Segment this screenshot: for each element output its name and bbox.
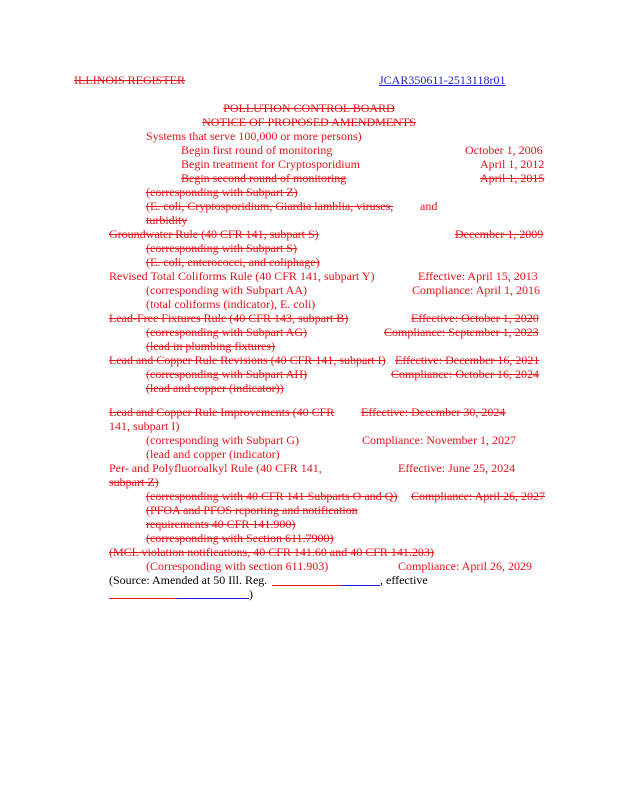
lcr-revisions-effective: Effective: December 16, 2021 [395,353,540,367]
pfoa-pfos-line: (PFOA and PFOS reporting and notification [146,503,358,517]
pfas-effective: Effective: June 25, 2024 [398,461,516,475]
mcl-violation-line: (MCL violation notifications, 40 CFR 141.60 and 40 CFR 141.203) [109,545,434,559]
lcr-improvements-compliance: Compliance: November 1, 2027 [362,433,516,447]
lead-free-rule: Lead-Free Fixtures Rule (40 CFR 143, subpart B) [109,311,349,325]
coliphage-line: (E. coli, enterococci, and coliphage) [146,255,320,269]
second-monitoring-label: Begin second round of monitoring [181,171,347,185]
total-coliforms-rule: Revised Total Coliforms Rule (40 CFR 141, subpart Y) [109,269,375,283]
register-page-blank-inserted [342,585,380,586]
effective-date-blank-inserted [177,598,249,599]
source-close-paren: ) [249,587,253,601]
notice-title: NOTICE OF PROPOSED AMENDMENTS [202,115,416,129]
register-page-blank [272,585,342,586]
pfas-compliance-2029: Compliance: April 26, 2029 [398,559,532,573]
board-title: POLLUTION CONTROL BOARD [223,101,395,115]
turbidity-line: turbidity [146,213,188,227]
lcr-revisions-rule: Lead and Copper Rule Revisions (40 CFR 141, subpart I) [109,353,386,367]
subpart-ag-line: (corresponding with Subpart AG) [146,325,307,339]
subpart-ah-line: (corresponding with Subpart AH) [146,367,307,381]
contaminants-and: and [420,199,438,213]
subpart-z-line: (corresponding with Subpart Z) [146,185,298,199]
lead-free-compliance: Compliance: September 1, 2023 [384,325,539,339]
groundwater-date: December 1, 2009 [455,227,544,241]
section-7900-line: (corresponding with Section 611.7900) [146,531,334,545]
effective-date-blank [109,598,177,599]
subparts-o-q-line: (corresponding with 40 CFR 141 Subparts O and Q) [146,489,398,503]
subpart-g-line: (corresponding with Subpart G) [146,433,299,447]
total-coliforms-compliance: Compliance: April 1, 2016 [412,283,540,297]
subpart-s-line: (corresponding with Subpart S) [146,241,297,255]
requirements-line: requirements 40 CFR 141.900) [146,517,296,531]
source-effective: , effective [380,573,428,587]
pfas-compliance-2027: Compliance: April 26, 2027 [411,489,545,503]
lead-free-effective: Effective: October 1, 2020 [411,311,539,325]
subpart-aa-line: (corresponding with Subpart AA) [146,283,307,297]
total-coliforms-effective: Effective: April 15, 2013 [418,269,538,283]
lead-copper-line: (lead and copper (indicator) [146,447,280,461]
lcr-revisions-compliance: Compliance: October 16, 2024 [391,367,539,381]
jcar-number: JCAR350611-2513118r01 [379,73,506,87]
section-903-line: (Corresponding with section 611.903) [146,559,329,573]
treatment-label: Begin treatment for Cryptosporidium [181,157,360,171]
first-monitoring-label: Begin first round of monitoring [181,143,333,157]
lead-copper-indicator-line: (lead and copper (indicator)) [146,381,284,395]
second-monitoring-date: April 1, 2015 [480,171,545,185]
lcr-improvements-rule: Lead and Copper Rule Improvements (40 CFR [109,405,335,419]
contaminants-line: (E. coli, Cryptosporidium, Giardia lamblia, viruses, [146,199,394,213]
subpart-i-line: 141, subpart I) [109,419,180,433]
pfas-subpart-z: subpart Z) [109,475,159,489]
source-amended: (Source: Amended at 50 Ill. Reg. [109,573,268,587]
systems-line: Systems that serve 100,000 or more persons) [146,129,362,143]
register-name: ILLINOIS REGISTER [74,73,185,87]
coliforms-indicator-line: (total coliforms (indicator), E. coli) [146,297,316,311]
plumbing-line: (lead in plumbing fixtures) [146,339,275,353]
pfas-rule: Per- and Polyfluoroalkyl Rule (40 CFR 141, [109,461,322,475]
groundwater-rule: Groundwater Rule (40 CFR 141, subpart S) [109,227,319,241]
first-monitoring-date: October 1, 2006 [465,143,543,157]
treatment-date: April 1, 2012 [480,157,545,171]
lcr-improvements-effective: Effective: December 30, 2024 [361,405,506,419]
